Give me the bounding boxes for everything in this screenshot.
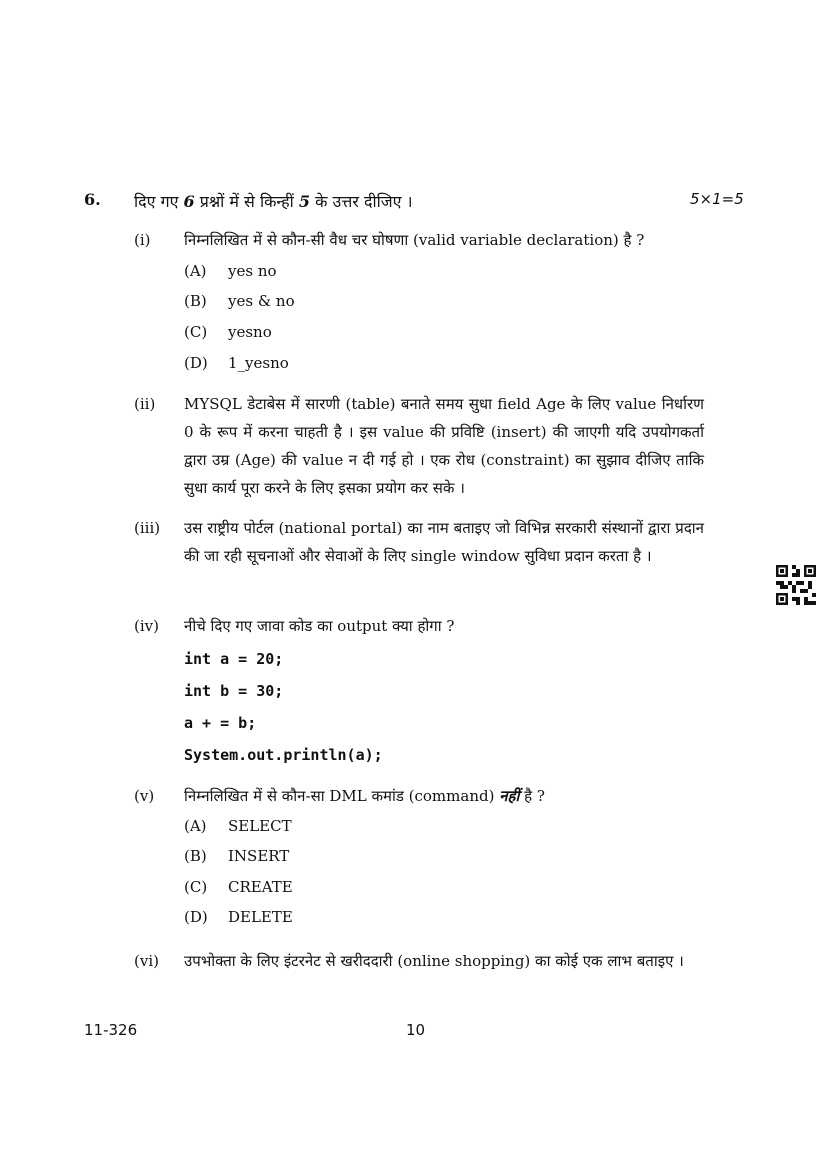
subquestion-3-label: (iii) xyxy=(134,519,161,537)
q5-option-a-text: SELECT xyxy=(228,817,292,835)
q5-option-a-letter: (A) xyxy=(184,817,207,835)
code-line: System.out.println(a); xyxy=(184,746,383,764)
question-instruction xyxy=(134,190,413,212)
q5-text-pre: निम्नलिखित में से कौन-सा DML कमांड (command) xyxy=(184,787,500,805)
page-number: 10 xyxy=(406,1021,426,1039)
instruction-pre: दिए गए xyxy=(134,192,184,211)
instruction-mid: प्रश्नों में से किन्हीं xyxy=(194,192,299,211)
q1-option-c-text: yesno xyxy=(228,323,272,341)
paper-code: 11-326 xyxy=(84,1021,138,1039)
q1-option-b-letter: (B) xyxy=(184,292,207,310)
subquestion-2-text: MYSQL डेटाबेस में सारणी (table) बनाते समय सुधा field Age के लिए value निर्धारण 0 के रूप में करना चाहती है । इस value की प्रविष्टि (insert) की जाएगी यदि उपयोगकर्ता द्वारा उम्र (Age) की value न दी गई हो । एक रोध (constraint) का सुझाव दीजिए ताकि सुधा कार्य पूरा करने के लिए इसका प्रयोग कर सके । xyxy=(184,395,704,497)
q5-option-d-text: DELETE xyxy=(228,908,293,926)
q1-option-d-letter: (D) xyxy=(184,354,208,372)
q5-option-b-text: INSERT xyxy=(228,847,290,865)
subquestion-4-label: (iv) xyxy=(134,617,159,635)
subquestion-5-text xyxy=(184,782,704,810)
q1-option-d-text: 1_yesno xyxy=(228,354,289,372)
q5-option-c-letter: (C) xyxy=(184,878,208,896)
q5-option-b-letter: (B) xyxy=(184,847,207,865)
instruction-post: के उत्तर दीजिए । xyxy=(310,192,413,211)
q5-option-d-letter: (D) xyxy=(184,908,208,926)
q5-text-emphasis: नहीं xyxy=(499,787,520,805)
q1-option-b-text: yes & no xyxy=(228,292,295,310)
subquestion-1-label: (i) xyxy=(134,231,151,249)
subquestion-5-label: (v) xyxy=(134,787,155,805)
instruction-count-attempt: 5 xyxy=(298,192,311,211)
subquestion-1-text: निम्नलिखित में से कौन-सी वैध चर घोषणा (valid variable declaration) है ? xyxy=(184,231,645,249)
q5-text-post: है ? xyxy=(519,787,545,805)
question-number: 6. xyxy=(84,190,101,209)
subquestion-3-text: उस राष्ट्रीय पोर्टल (national portal) का नाम बताइए जो विभिन्न सरकारी संस्थानों द्वारा प्रदान की जा रही सूचनाओं और सेवाओं के लिए single window सुविधा प्रदान करता है । xyxy=(184,519,704,565)
code-line: a + = b; xyxy=(184,714,257,732)
q1-option-a-letter: (A) xyxy=(184,262,207,280)
marks-allocation: 5×1=5 xyxy=(690,190,744,208)
code-line: int b = 30; xyxy=(184,682,284,700)
q1-option-a-text: yes no xyxy=(228,262,277,280)
q1-option-c-letter: (C) xyxy=(184,323,208,341)
subquestion-4-text: नीचे दिए गए जावा कोड का output क्या होगा ? xyxy=(184,617,455,635)
subquestion-6-text: उपभोक्ता के लिए इंटरनेट से खरीददारी (online shopping) का कोई एक लाभ बताइए । xyxy=(184,952,684,970)
subquestion-2-label: (ii) xyxy=(134,395,156,413)
qr-code-image xyxy=(776,565,816,605)
subquestion-6-label: (vi) xyxy=(134,952,159,970)
code-line: int a = 20; xyxy=(184,650,284,668)
instruction-count-total: 6 xyxy=(183,192,195,211)
q5-option-c-text: CREATE xyxy=(228,878,293,896)
